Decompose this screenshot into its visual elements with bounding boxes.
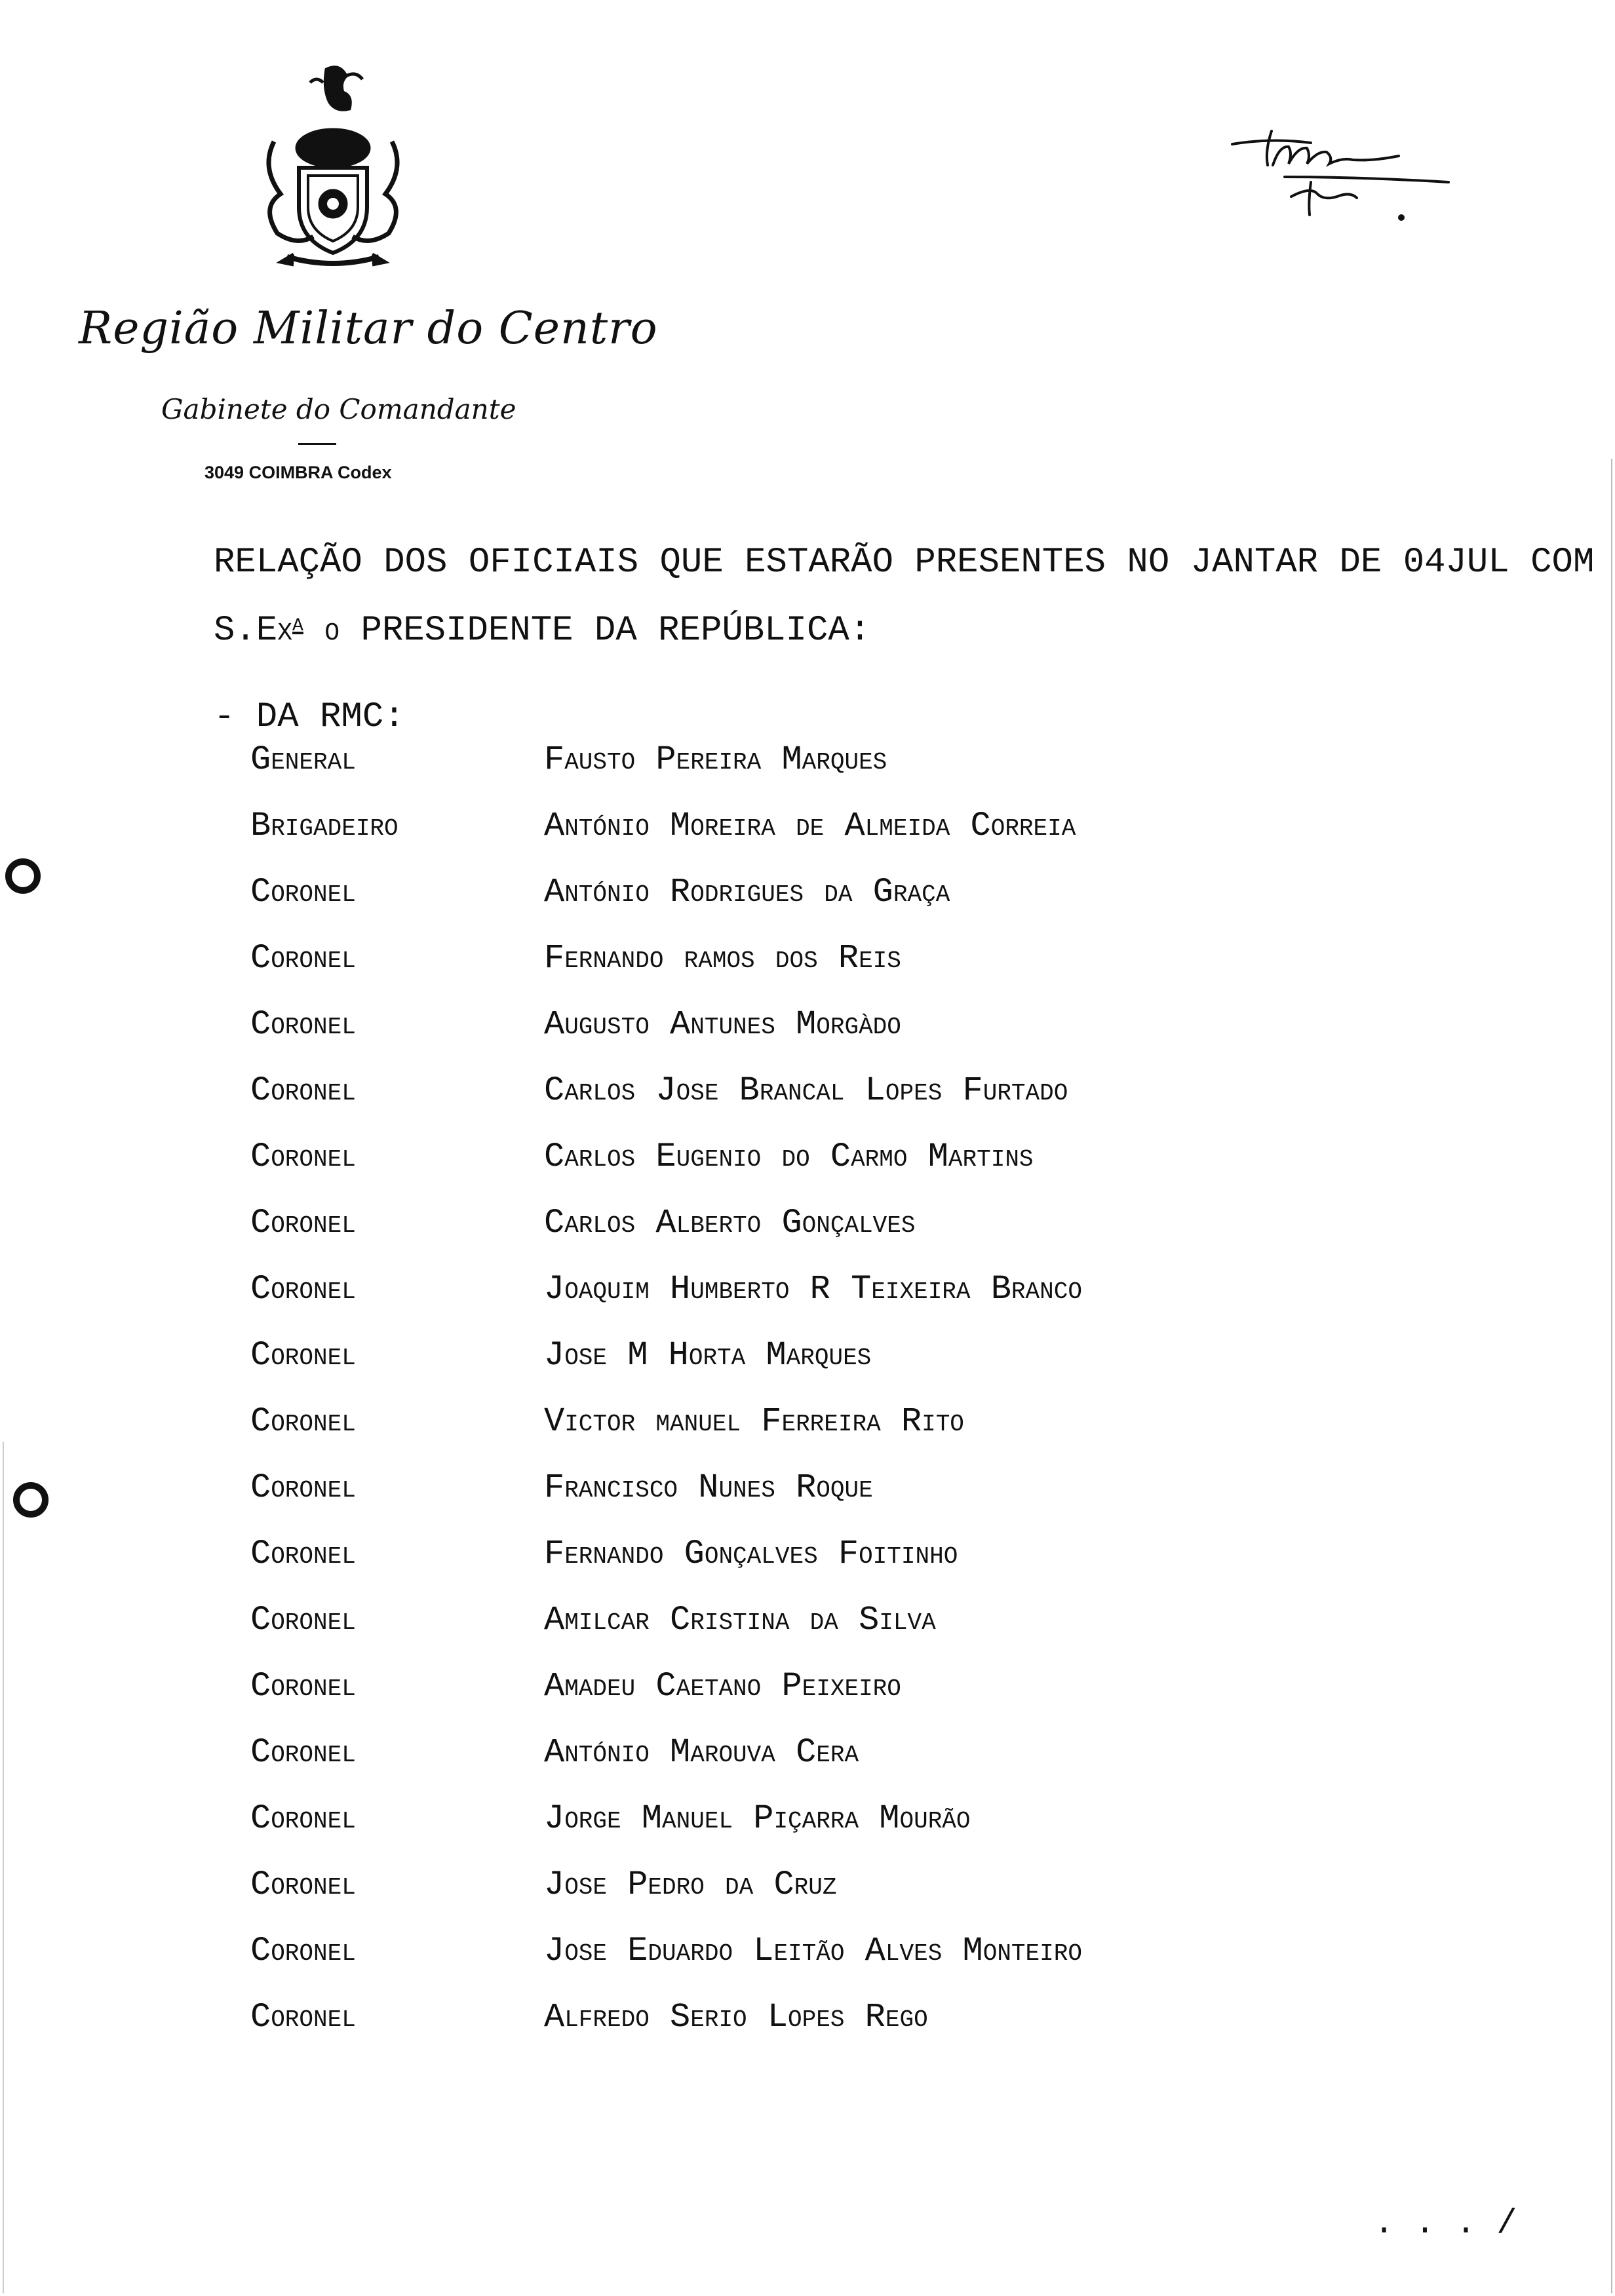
officer-rank: Coronel xyxy=(250,939,356,978)
heading-prefix: S.Ex xyxy=(214,611,293,651)
heading-line-2 xyxy=(214,594,1594,662)
officer-rank: Coronel xyxy=(250,1601,356,1639)
officer-name: António Rodrigues da Graça xyxy=(544,873,950,911)
officer-rank: Coronel xyxy=(250,1932,356,1970)
officer-rank: Coronel xyxy=(250,1138,356,1176)
divider xyxy=(298,443,336,445)
page-edge-line xyxy=(1611,459,1612,2293)
punch-hole xyxy=(13,1482,49,1518)
officer-name: Jose M Horta Marques xyxy=(544,1336,872,1375)
punch-hole xyxy=(5,858,41,894)
officer-name: Fausto Pereira Marques xyxy=(544,740,887,779)
officer-rank: Brigadeiro xyxy=(250,807,399,845)
heading-superscript: a xyxy=(292,609,303,639)
section-label: - DA RMC: xyxy=(214,697,405,737)
handwritten-signature xyxy=(1226,105,1488,249)
heading-rest: o PRESIDENTE DA REPÚBLICA: xyxy=(303,611,871,651)
cabinet-subtitle: Gabinete do Comandante xyxy=(161,393,516,425)
heading-line-1: RELAÇÃO DOS OFICIAIS QUE ESTARÃO PRESENTES NO JANTAR DE 04JUL COM xyxy=(214,543,1595,583)
coat-of-arms-crest xyxy=(248,63,418,273)
officer-name: Alfredo Serio Lopes Rego xyxy=(544,1998,928,2037)
document-heading xyxy=(214,532,1594,662)
officer-name: Fernando ramos dos Reis xyxy=(544,939,901,978)
officer-rank: General xyxy=(250,740,356,779)
officer-rank: Coronel xyxy=(250,1866,356,1904)
officer-rank: Coronel xyxy=(250,1667,356,1706)
officer-name: Amadeu Caetano Peixeiro xyxy=(544,1667,901,1706)
officer-name: Carlos Alberto Gonçalves xyxy=(544,1204,916,1242)
officer-name: Jorge Manuel Piçarra Mourão xyxy=(544,1799,971,1838)
officer-rank: Coronel xyxy=(250,1005,356,1044)
officer-name: Jose Eduardo Leitão Alves Monteiro xyxy=(544,1932,1082,1970)
officer-name: Augusto Antunes Morgàdo xyxy=(544,1005,901,1044)
officer-rank: Coronel xyxy=(250,1535,356,1573)
page-edge-line xyxy=(3,1442,4,2293)
officer-rank: Coronel xyxy=(250,1336,356,1375)
officer-rank: Coronel xyxy=(250,1071,356,1110)
officer-rank: Coronel xyxy=(250,1468,356,1507)
officer-rank: Coronel xyxy=(250,1204,356,1242)
officer-name: Jose Pedro da Cruz xyxy=(544,1866,837,1904)
continuation-mark: . . . / xyxy=(1374,2204,1517,2243)
officer-rank: Coronel xyxy=(250,1270,356,1309)
officer-name: Fernando Gonçalves Foitinho xyxy=(544,1535,958,1573)
officer-name: Carlos Eugenio do Carmo Martins xyxy=(544,1138,1034,1176)
region-title: Região Militar do Centro xyxy=(79,303,658,354)
officer-rank: Coronel xyxy=(250,1998,356,2037)
officer-rank: Coronel xyxy=(250,1733,356,1772)
officer-name: Victor manuel Ferreira Rito xyxy=(544,1402,964,1441)
officer-name: Francisco Nunes Roque xyxy=(544,1468,873,1507)
officer-name: Amilcar Cristina da Silva xyxy=(544,1601,936,1639)
officer-rank: Coronel xyxy=(250,1402,356,1441)
officer-name: António Marouva Cera xyxy=(544,1733,859,1772)
officer-name: António Moreira de Almeida Correia xyxy=(544,807,1076,845)
officer-name: Joaquim Humberto R Teixeira Branco xyxy=(544,1270,1082,1309)
address: 3049 COIMBRA Codex xyxy=(204,463,392,482)
officer-rank: Coronel xyxy=(250,1799,356,1838)
officer-name: Carlos Jose Brancal Lopes Furtado xyxy=(544,1071,1068,1110)
officer-rank: Coronel xyxy=(250,873,356,911)
